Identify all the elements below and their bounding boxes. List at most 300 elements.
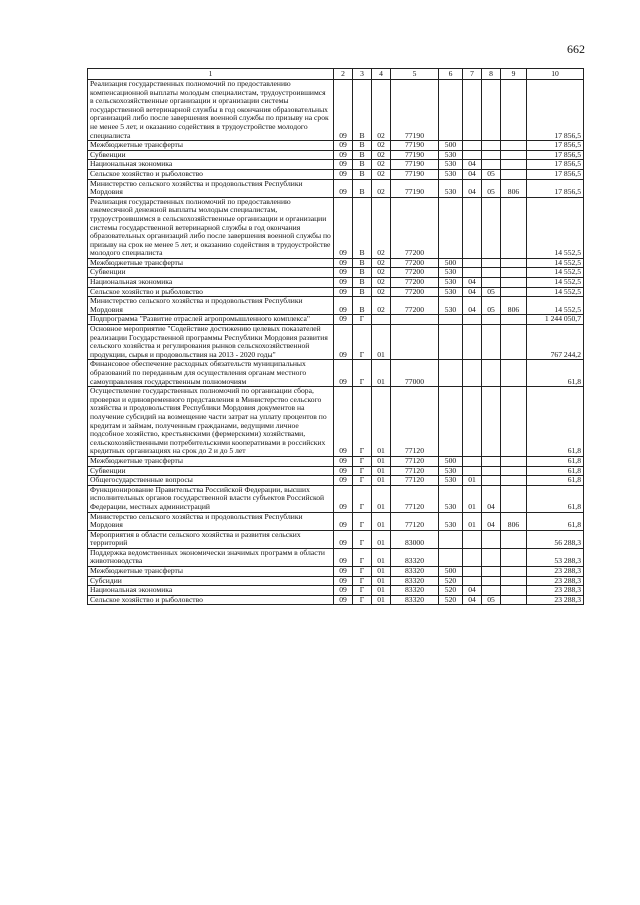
row-code: 77120 <box>391 512 439 530</box>
table-row <box>88 258 584 268</box>
row-code: 09 <box>334 80 353 141</box>
row-code: 09 <box>334 287 353 297</box>
row-code: 77200 <box>391 197 439 258</box>
row-code <box>482 150 501 160</box>
row-code: 01 <box>372 548 391 566</box>
table-row <box>88 512 584 530</box>
row-code: 09 <box>334 197 353 258</box>
row-code: 77190 <box>391 160 439 170</box>
row-code: 09 <box>334 179 353 197</box>
row-code <box>482 466 501 476</box>
row-code: Г <box>353 325 372 360</box>
row-code: 04 <box>463 586 482 596</box>
row-code <box>501 80 527 141</box>
row-code <box>501 197 527 258</box>
row-code: 02 <box>372 268 391 278</box>
table-row <box>88 456 584 466</box>
row-code <box>482 456 501 466</box>
row-code: 09 <box>334 485 353 512</box>
row-code: 02 <box>372 297 391 315</box>
row-code: 09 <box>334 456 353 466</box>
row-amount: 23 288,3 <box>527 595 584 605</box>
row-code <box>482 268 501 278</box>
row-code: 806 <box>501 297 527 315</box>
row-code: 05 <box>482 169 501 179</box>
row-code <box>501 278 527 288</box>
row-description: Реализация государственных полномочий по предоставлению ежемесячной денежной выплаты молодым специалистам, трудоустроившимся в сельскохозяйственные организации и организации системы государственной ветеринарной службы в год окончания образовательных организаций либо после завершения военной службы по призыву на срок не менее 5 лет, и оказанию содействия в трудоустройстве молодого специалиста <box>88 197 334 258</box>
row-code <box>482 567 501 577</box>
row-code: 09 <box>334 315 353 325</box>
row-code <box>482 197 501 258</box>
row-code: Г <box>353 530 372 548</box>
row-code <box>439 360 463 387</box>
row-amount: 61,8 <box>527 456 584 466</box>
row-code: Г <box>353 456 372 466</box>
row-description: Финансовое обеспечение расходных обязательств муниципальных образований по переданным для осуществления органам местного самоуправления государственным полномочиям <box>88 360 334 387</box>
row-code <box>463 197 482 258</box>
row-code: 01 <box>372 476 391 486</box>
row-code <box>501 530 527 548</box>
row-code: В <box>353 268 372 278</box>
row-code: 530 <box>439 466 463 476</box>
row-description: Сельское хозяйство и рыболовство <box>88 169 334 179</box>
row-code: 09 <box>334 586 353 596</box>
row-code: 77120 <box>391 476 439 486</box>
row-code: Г <box>353 466 372 476</box>
row-code <box>482 530 501 548</box>
row-code <box>501 268 527 278</box>
row-code: 02 <box>372 287 391 297</box>
table-row <box>88 387 584 457</box>
row-description: Мероприятия в области сельского хозяйства и развития сельских территорий <box>88 530 334 548</box>
row-code: 500 <box>439 567 463 577</box>
row-code: 77190 <box>391 141 439 151</box>
row-code: 500 <box>439 141 463 151</box>
row-code <box>501 169 527 179</box>
row-code: 09 <box>334 360 353 387</box>
row-code: 01 <box>372 512 391 530</box>
row-code: 09 <box>334 530 353 548</box>
row-code: Г <box>353 567 372 577</box>
row-code: 04 <box>463 287 482 297</box>
header-row <box>88 69 584 80</box>
row-code: 04 <box>463 169 482 179</box>
row-code: 02 <box>372 141 391 151</box>
row-amount: 14 552,5 <box>527 287 584 297</box>
row-code: 530 <box>439 512 463 530</box>
row-code: 530 <box>439 169 463 179</box>
row-code: 09 <box>334 595 353 605</box>
row-code <box>501 315 527 325</box>
row-code: 09 <box>334 387 353 457</box>
row-code <box>463 387 482 457</box>
row-code <box>463 530 482 548</box>
row-code: 83320 <box>391 567 439 577</box>
row-code: 09 <box>334 141 353 151</box>
row-amount: 53 288,3 <box>527 548 584 566</box>
row-description: Общегосударственные вопросы <box>88 476 334 486</box>
row-code: 520 <box>439 595 463 605</box>
row-code: 01 <box>372 456 391 466</box>
row-amount: 14 552,5 <box>527 278 584 288</box>
table-row <box>88 476 584 486</box>
row-code <box>501 567 527 577</box>
row-code: Г <box>353 595 372 605</box>
row-description: Национальная экономика <box>88 278 334 288</box>
row-code: Г <box>353 576 372 586</box>
row-code: 77200 <box>391 297 439 315</box>
row-amount: 61,8 <box>527 466 584 476</box>
row-code <box>463 258 482 268</box>
row-code: 83320 <box>391 595 439 605</box>
row-code <box>463 567 482 577</box>
row-code: 77000 <box>391 360 439 387</box>
row-code: 01 <box>372 595 391 605</box>
budget-table <box>87 68 584 605</box>
row-description: Субсидии <box>88 576 334 586</box>
row-code <box>501 287 527 297</box>
table-row <box>88 485 584 512</box>
table-row <box>88 586 584 596</box>
row-code: 04 <box>463 179 482 197</box>
column-header: 4 <box>372 69 391 80</box>
row-code <box>501 258 527 268</box>
table-row <box>88 80 584 141</box>
row-code <box>501 576 527 586</box>
row-code <box>391 325 439 360</box>
row-code: Г <box>353 512 372 530</box>
row-code <box>439 387 463 457</box>
row-description: Министерство сельского хозяйства и продовольствия Республики Мордовия <box>88 512 334 530</box>
row-code: 09 <box>334 160 353 170</box>
table-body <box>88 80 584 605</box>
row-code: 01 <box>372 325 391 360</box>
table-row <box>88 141 584 151</box>
row-code: 77200 <box>391 258 439 268</box>
row-code <box>482 325 501 360</box>
row-code <box>482 548 501 566</box>
row-code <box>482 360 501 387</box>
row-code: 77190 <box>391 169 439 179</box>
row-code: В <box>353 80 372 141</box>
row-amount: 17 856,5 <box>527 141 584 151</box>
table-row <box>88 278 584 288</box>
row-code: В <box>353 258 372 268</box>
row-code: 09 <box>334 548 353 566</box>
row-code: 09 <box>334 258 353 268</box>
table-row <box>88 169 584 179</box>
row-code <box>501 325 527 360</box>
table-row <box>88 268 584 278</box>
row-amount: 23 288,3 <box>527 567 584 577</box>
row-code <box>439 80 463 141</box>
row-description: Подпрограмма "Развитие отраслей агропромышленного комплекса" <box>88 315 334 325</box>
row-code: 02 <box>372 169 391 179</box>
row-code <box>463 548 482 566</box>
row-code: 04 <box>463 297 482 315</box>
row-code: 01 <box>372 360 391 387</box>
row-code <box>501 160 527 170</box>
row-amount: 17 856,5 <box>527 169 584 179</box>
row-code: 01 <box>372 567 391 577</box>
row-code: 01 <box>372 530 391 548</box>
row-description: Функционирование Правительства Российской Федерации, высших исполнительных органов государственной власти субъектов Российской Федерации, местных администраций <box>88 485 334 512</box>
row-amount: 61,8 <box>527 387 584 457</box>
row-code: 83320 <box>391 586 439 596</box>
row-amount: 14 552,5 <box>527 258 584 268</box>
row-code: Г <box>353 360 372 387</box>
row-description: Межбюджетные трансферты <box>88 567 334 577</box>
row-description: Сельское хозяйство и рыболовство <box>88 287 334 297</box>
row-amount: 61,8 <box>527 485 584 512</box>
table-row <box>88 466 584 476</box>
row-code: 530 <box>439 268 463 278</box>
row-amount: 23 288,3 <box>527 576 584 586</box>
table-row <box>88 297 584 315</box>
row-code: 530 <box>439 160 463 170</box>
row-description: Поддержка ведомственных экономически значимых программ в области животноводства <box>88 548 334 566</box>
row-code <box>463 325 482 360</box>
row-code <box>482 80 501 141</box>
row-code: 01 <box>372 586 391 596</box>
row-code: 530 <box>439 485 463 512</box>
row-code: 05 <box>482 179 501 197</box>
row-code <box>501 466 527 476</box>
row-description: Министерство сельского хозяйства и продовольствия Республики Мордовия <box>88 297 334 315</box>
row-code: В <box>353 150 372 160</box>
row-code: 530 <box>439 287 463 297</box>
row-code <box>463 576 482 586</box>
row-code <box>482 278 501 288</box>
row-code: В <box>353 179 372 197</box>
row-code: 02 <box>372 160 391 170</box>
row-code: В <box>353 141 372 151</box>
row-code: 77200 <box>391 268 439 278</box>
row-code: 77190 <box>391 80 439 141</box>
row-code <box>463 315 482 325</box>
row-code: 05 <box>482 297 501 315</box>
row-code <box>463 360 482 387</box>
row-amount: 1 244 050,7 <box>527 315 584 325</box>
row-amount: 17 856,5 <box>527 179 584 197</box>
column-header: 1 <box>88 69 334 80</box>
table-row <box>88 567 584 577</box>
row-amount: 61,8 <box>527 360 584 387</box>
row-code: 01 <box>463 485 482 512</box>
row-code <box>501 485 527 512</box>
row-description: Министерство сельского хозяйства и продовольствия Республики Мордовия <box>88 179 334 197</box>
row-code <box>501 476 527 486</box>
table-row <box>88 287 584 297</box>
row-code <box>482 160 501 170</box>
row-code: 02 <box>372 80 391 141</box>
row-code <box>463 141 482 151</box>
row-code: 09 <box>334 466 353 476</box>
row-amount: 14 552,5 <box>527 297 584 315</box>
row-code: 520 <box>439 586 463 596</box>
row-code: 04 <box>463 595 482 605</box>
row-code <box>482 315 501 325</box>
row-code: 04 <box>463 160 482 170</box>
row-code: 01 <box>372 485 391 512</box>
row-code: 09 <box>334 150 353 160</box>
row-code <box>439 197 463 258</box>
row-code <box>501 595 527 605</box>
row-code: 83320 <box>391 576 439 586</box>
row-amount: 61,8 <box>527 476 584 486</box>
row-code: 02 <box>372 179 391 197</box>
column-header: 9 <box>501 69 527 80</box>
row-code <box>501 456 527 466</box>
row-code: 09 <box>334 278 353 288</box>
row-code: 530 <box>439 476 463 486</box>
row-code: 530 <box>439 150 463 160</box>
row-code: Г <box>353 548 372 566</box>
row-code <box>482 141 501 151</box>
row-code: Г <box>353 485 372 512</box>
row-description: Субвенции <box>88 150 334 160</box>
row-code: 500 <box>439 258 463 268</box>
row-code: 77200 <box>391 287 439 297</box>
row-description: Сельское хозяйство и рыболовство <box>88 595 334 605</box>
table-row <box>88 548 584 566</box>
row-code <box>463 466 482 476</box>
row-amount: 14 552,5 <box>527 268 584 278</box>
row-code <box>482 476 501 486</box>
row-code: 77200 <box>391 278 439 288</box>
table-row <box>88 360 584 387</box>
row-amount: 61,8 <box>527 512 584 530</box>
row-code: 77120 <box>391 456 439 466</box>
row-code: В <box>353 287 372 297</box>
row-code: 01 <box>372 387 391 457</box>
row-amount: 17 856,5 <box>527 80 584 141</box>
row-code: 01 <box>372 576 391 586</box>
row-code <box>463 456 482 466</box>
row-code: В <box>353 297 372 315</box>
row-code: 04 <box>482 485 501 512</box>
row-code: 530 <box>439 278 463 288</box>
row-code <box>372 315 391 325</box>
row-description: Субвенции <box>88 466 334 476</box>
row-description: Субвенции <box>88 268 334 278</box>
row-amount: 17 856,5 <box>527 150 584 160</box>
row-code: В <box>353 169 372 179</box>
row-code: 77120 <box>391 387 439 457</box>
row-code <box>501 387 527 457</box>
row-code <box>482 576 501 586</box>
row-code <box>463 150 482 160</box>
row-code: 01 <box>463 476 482 486</box>
row-description: Межбюджетные трансферты <box>88 141 334 151</box>
table-row <box>88 160 584 170</box>
row-code <box>482 586 501 596</box>
row-code <box>439 548 463 566</box>
table-row <box>88 576 584 586</box>
row-code: 77120 <box>391 466 439 476</box>
row-code: Г <box>353 586 372 596</box>
table-row <box>88 150 584 160</box>
row-code: 77190 <box>391 179 439 197</box>
row-code <box>501 548 527 566</box>
row-description: Основное мероприятие "Содействие достижению целевых показателей реализации Государственной программы Республики Мордовия развития сельского хозяйства и регулирования рынков сельскохозяйственной продукции, сырья и продовольствия на 2013 - 2020 годы" <box>88 325 334 360</box>
row-amount: 56 288,3 <box>527 530 584 548</box>
row-code: 01 <box>463 512 482 530</box>
row-code: 520 <box>439 576 463 586</box>
row-description: Реализация государственных полномочий по предоставлению компенсационной выплаты молодым специалистам, трудоустроившимся в сельскохозяйственные организации и организации системы государственной ветеринарной службы в год окончания образовательных организаций либо после завершения военной службы по призыву на срок не менее 5 лет, и оказанию содействия в трудоустройстве молодого специалиста <box>88 80 334 141</box>
column-header: 10 <box>527 69 584 80</box>
row-code: Г <box>353 315 372 325</box>
row-code: 83320 <box>391 548 439 566</box>
row-code: 05 <box>482 595 501 605</box>
column-header: 5 <box>391 69 439 80</box>
row-code: 09 <box>334 325 353 360</box>
row-code: 530 <box>439 179 463 197</box>
row-code <box>439 315 463 325</box>
row-code: 09 <box>334 476 353 486</box>
row-code: 09 <box>334 297 353 315</box>
row-code: 09 <box>334 268 353 278</box>
row-code: 02 <box>372 278 391 288</box>
row-amount: 17 856,5 <box>527 160 584 170</box>
row-code: 09 <box>334 512 353 530</box>
row-description: Осуществление государственных полномочий по организации сбора, проверки и единовременного представления в Министерство сельского хозяйства и продовольствия Республики Мордовия документов на получение субсидий на возмещение части затрат на уплату процентов по кредитам и займам, полученным гражданами, ведущими личное подсобное хозяйство, крестьянскими (фермерскими) хозяйствами, сельскохозяйственными потребительскими кооперативами в российских кредитных организациях на срок до 2 и до 5 лет <box>88 387 334 457</box>
table-row <box>88 197 584 258</box>
row-code: В <box>353 197 372 258</box>
row-code <box>501 360 527 387</box>
row-code <box>439 325 463 360</box>
row-code: 04 <box>463 278 482 288</box>
row-amount: 23 288,3 <box>527 586 584 596</box>
table-row <box>88 315 584 325</box>
row-description: Межбюджетные трансферты <box>88 258 334 268</box>
table-row <box>88 595 584 605</box>
row-code: 02 <box>372 197 391 258</box>
row-code: 09 <box>334 169 353 179</box>
row-code: Г <box>353 476 372 486</box>
row-code: 77120 <box>391 485 439 512</box>
column-header: 3 <box>353 69 372 80</box>
row-code: В <box>353 160 372 170</box>
row-code: 04 <box>482 512 501 530</box>
row-description: Межбюджетные трансферты <box>88 456 334 466</box>
row-code: 05 <box>482 287 501 297</box>
row-code: В <box>353 278 372 288</box>
row-code: 806 <box>501 512 527 530</box>
row-code <box>482 387 501 457</box>
row-code: 09 <box>334 576 353 586</box>
row-code: 83000 <box>391 530 439 548</box>
row-code <box>501 150 527 160</box>
row-code <box>463 268 482 278</box>
column-header: 7 <box>463 69 482 80</box>
row-description: Национальная экономика <box>88 586 334 596</box>
row-code: 02 <box>372 258 391 268</box>
row-code: 09 <box>334 567 353 577</box>
row-amount: 767 244,2 <box>527 325 584 360</box>
page-number: 662 <box>567 42 585 56</box>
row-code <box>463 80 482 141</box>
column-header: 8 <box>482 69 501 80</box>
column-header: 2 <box>334 69 353 80</box>
row-code: 530 <box>439 297 463 315</box>
row-code <box>439 530 463 548</box>
row-description: Национальная экономика <box>88 160 334 170</box>
row-code: 500 <box>439 456 463 466</box>
table-row <box>88 325 584 360</box>
row-code <box>501 141 527 151</box>
table-row <box>88 179 584 197</box>
